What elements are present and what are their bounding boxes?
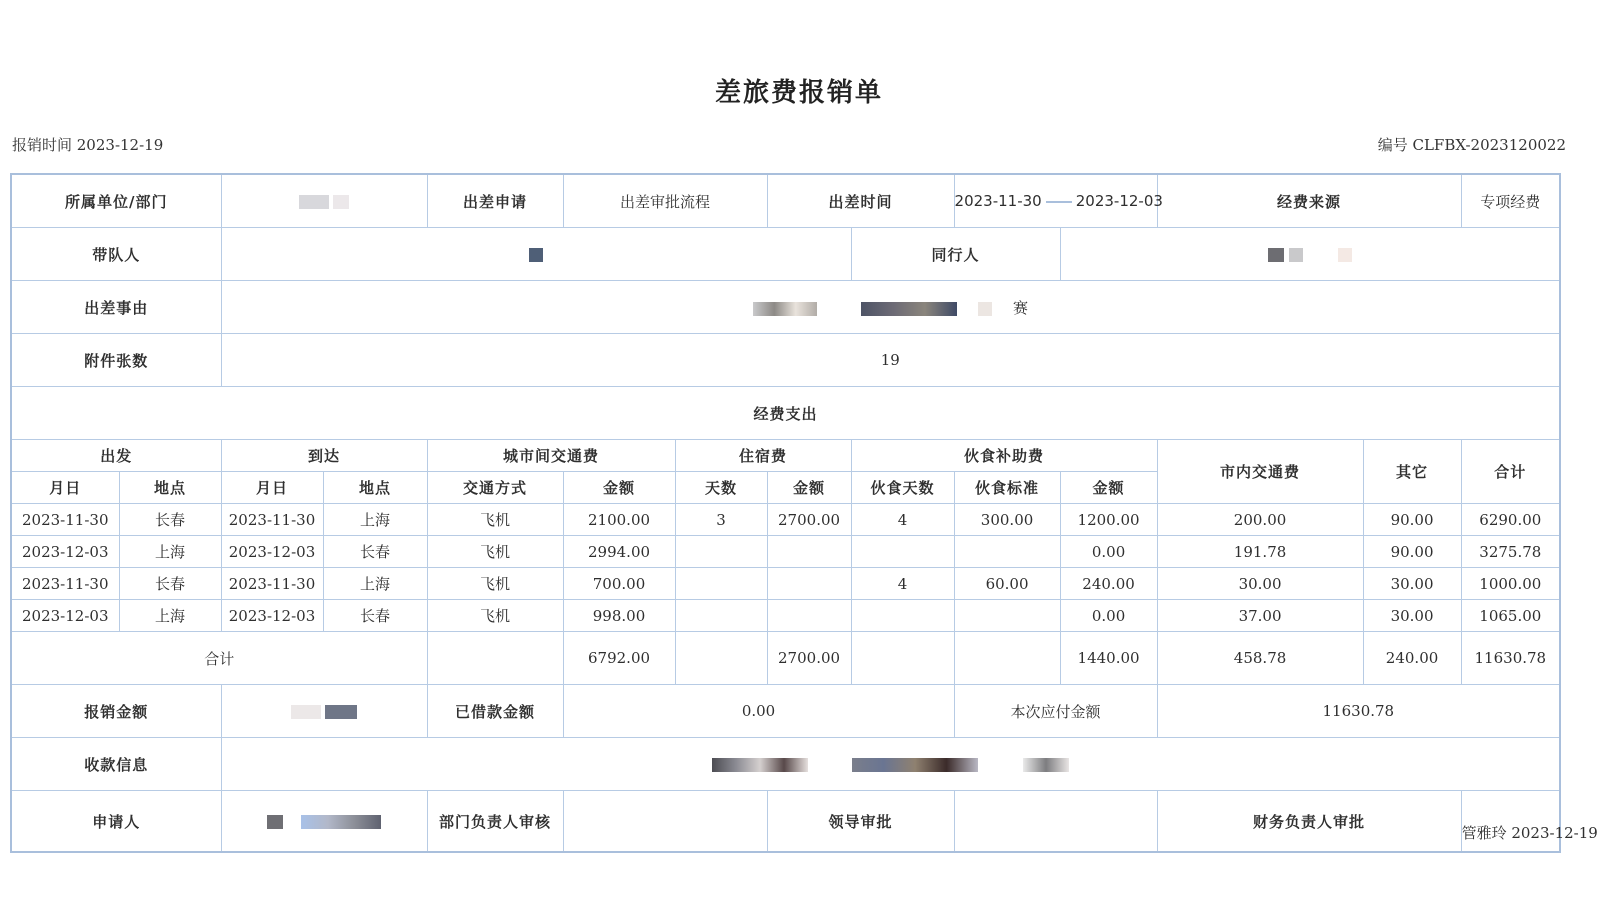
cell: 6290.00: [1461, 504, 1560, 536]
totals-lodging: 2700.00: [767, 632, 851, 685]
cell: 2023-11-30: [221, 568, 323, 600]
cell: 2023-11-30: [11, 568, 119, 600]
cell: 37.00: [1157, 600, 1363, 632]
redacted-block: [861, 302, 957, 316]
cell: 2994.00: [563, 536, 675, 568]
payable-label: 本次应付金额: [954, 685, 1157, 738]
companion-label: 同行人: [851, 228, 1060, 281]
cell: 长春: [119, 504, 221, 536]
leader-approval-value: [954, 791, 1157, 853]
totals-label: 合计: [11, 632, 427, 685]
cell: 2023-11-30: [221, 504, 323, 536]
cell: 90.00: [1363, 504, 1461, 536]
cell: [851, 536, 954, 568]
cell: [427, 632, 563, 685]
totals-row: [11, 632, 1560, 685]
totals-other: 240.00: [1363, 632, 1461, 685]
group-depart: 出发: [11, 440, 221, 472]
group-local-transport: 市内交通费: [1157, 440, 1363, 504]
cell: 60.00: [954, 568, 1060, 600]
cell: [767, 536, 851, 568]
leader-label: 带队人: [11, 228, 221, 281]
fund-source-value: 专项经费: [1461, 174, 1560, 228]
applicant-value: [221, 791, 427, 853]
cell: 191.78: [1157, 536, 1363, 568]
cell: 90.00: [1363, 536, 1461, 568]
borrowed-label: 已借款金额: [427, 685, 563, 738]
payable-value: 11630.78: [1157, 685, 1560, 738]
table-row: [11, 504, 1560, 536]
cell: 上海: [119, 536, 221, 568]
header-row-1: [11, 174, 1560, 228]
cell: 2023-11-30: [11, 504, 119, 536]
group-lodging: 住宿费: [675, 440, 851, 472]
group-other: 其它: [1363, 440, 1461, 504]
range-dash: [1046, 201, 1072, 203]
cell: 1200.00: [1060, 504, 1157, 536]
redacted-block: [333, 195, 349, 209]
totals-grand: 11630.78: [1461, 632, 1560, 685]
leader-approval-label: 领导审批: [767, 791, 954, 853]
sub-dep-place: 地点: [119, 472, 221, 504]
serial-number: 编号 CLFBX-2023120022: [1377, 136, 1566, 154]
sub-days: 天数: [675, 472, 767, 504]
cell: [675, 600, 767, 632]
trip-application-label: 出差申请: [427, 174, 563, 228]
redacted-block: [291, 705, 321, 719]
trip-time-range: [954, 174, 1163, 228]
reimb-amount-label: 报销金额: [11, 685, 221, 738]
attachments-value: 19: [221, 334, 1560, 387]
report-date: 报销时间 2023-12-19: [12, 136, 164, 154]
redacted-block: [978, 302, 992, 316]
cell: 200.00: [1157, 504, 1363, 536]
receipt-value: [221, 738, 1560, 791]
cell: 0.00: [1060, 536, 1157, 568]
cell: 2023-12-03: [221, 536, 323, 568]
cell: [851, 600, 954, 632]
redacted-block: [529, 248, 543, 262]
finance-approval-label: 财务负责人审批: [1157, 791, 1461, 853]
redacted-block: [325, 705, 357, 719]
cell: 飞机: [427, 536, 563, 568]
cell: [851, 632, 954, 685]
sub-arr-date: 月日: [221, 472, 323, 504]
table-row: [11, 600, 1560, 632]
form-title: 差旅费报销单: [714, 78, 883, 108]
dept-value: [221, 174, 427, 228]
cell: [767, 600, 851, 632]
cell: 30.00: [1157, 568, 1363, 600]
cell: 30.00: [1363, 568, 1461, 600]
sub-dep-date: 月日: [11, 472, 119, 504]
sub-transport: 交通方式: [427, 472, 563, 504]
totals-meal: 1440.00: [1060, 632, 1157, 685]
sub-intercity-amount: 金额: [563, 472, 675, 504]
redacted-block: [1289, 248, 1303, 262]
totals-local: 458.78: [1157, 632, 1363, 685]
cell: 上海: [323, 568, 427, 600]
redacted-block: [1268, 248, 1284, 262]
dept-head-value: [563, 791, 767, 853]
cell: 998.00: [563, 600, 675, 632]
redacted-block: [301, 815, 381, 829]
trip-end: 2023-12-03: [1075, 192, 1163, 210]
cell: 4: [851, 504, 954, 536]
group-arrive: 到达: [221, 440, 427, 472]
dept-label: 所属单位/部门: [11, 174, 221, 228]
borrowed-value: 0.00: [563, 685, 954, 738]
cell: 240.00: [1060, 568, 1157, 600]
leader-value: [221, 228, 851, 281]
redacted-block: [1023, 758, 1069, 772]
payment-row: [11, 685, 1560, 738]
group-total: 合计: [1461, 440, 1560, 504]
reason-label: 出差事由: [11, 281, 221, 334]
cell: 2023-12-03: [221, 600, 323, 632]
cell: 飞机: [427, 504, 563, 536]
cell: [954, 600, 1060, 632]
group-intercity: 城市间交通费: [427, 440, 675, 472]
cell: 700.00: [563, 568, 675, 600]
cell: 1000.00: [1461, 568, 1560, 600]
redacted-block: [852, 758, 978, 772]
cell: 4: [851, 568, 954, 600]
trip-time-label: 出差时间: [767, 174, 954, 228]
cell: [954, 536, 1060, 568]
cell: [675, 632, 767, 685]
redacted-block: [267, 815, 283, 829]
sub-meal-standard: 伙食标准: [954, 472, 1060, 504]
cell: 1065.00: [1461, 600, 1560, 632]
cell: 2023-12-03: [11, 600, 119, 632]
cell: [675, 568, 767, 600]
cell: 飞机: [427, 600, 563, 632]
cell: 30.00: [1363, 600, 1461, 632]
cell: 3275.78: [1461, 536, 1560, 568]
expense-title: 经费支出: [11, 387, 1560, 440]
companion-value: [1060, 228, 1560, 281]
fund-source-label: 经费来源: [1157, 174, 1461, 228]
redacted-block: [1338, 248, 1352, 262]
header-row-3: [11, 281, 1560, 334]
dept-head-label: 部门负责人审核: [427, 791, 563, 853]
trip-start: 2023-11-30: [954, 192, 1042, 210]
totals-intercity: 6792.00: [563, 632, 675, 685]
applicant-label: 申请人: [11, 791, 221, 853]
cell: 飞机: [427, 568, 563, 600]
cell: 0.00: [1060, 600, 1157, 632]
cell: 长春: [323, 600, 427, 632]
receipt-row: [11, 738, 1560, 791]
finance-approval-value: 管雅玲 2023-12-19: [1461, 791, 1560, 853]
trip-application-value[interactable]: 出差审批流程: [563, 174, 767, 228]
table-row: [11, 568, 1560, 600]
table-row: [11, 536, 1560, 568]
cell: 2700.00: [767, 504, 851, 536]
attachments-label: 附件张数: [11, 334, 221, 387]
expense-title-row: [11, 387, 1560, 440]
sub-meal-amount: 金额: [1060, 472, 1157, 504]
reimbursement-table: [10, 173, 1598, 853]
cell: 300.00: [954, 504, 1060, 536]
group-meal: 伙食补助费: [851, 440, 1157, 472]
cell: [767, 568, 851, 600]
cell: 2023-12-03: [11, 536, 119, 568]
receipt-label: 收款信息: [11, 738, 221, 791]
sub-meal-days: 伙食天数: [851, 472, 954, 504]
sub-lodging-amount: 金额: [767, 472, 851, 504]
group-header-row: [11, 440, 1560, 472]
sub-arr-place: 地点: [323, 472, 427, 504]
cell: 3: [675, 504, 767, 536]
header-row-4: [11, 334, 1560, 387]
reimb-amount-value: [221, 685, 427, 738]
header-row-2: [11, 228, 1560, 281]
cell: 2100.00: [563, 504, 675, 536]
cell: [675, 536, 767, 568]
reason-tail: 赛: [1012, 298, 1028, 317]
redacted-block: [299, 195, 329, 209]
cell: [954, 632, 1060, 685]
redacted-block: [753, 302, 817, 316]
cell: 上海: [119, 600, 221, 632]
signature-row: [11, 791, 1560, 853]
redacted-block: [712, 758, 808, 772]
cell: 上海: [323, 504, 427, 536]
reason-value: [221, 281, 1560, 334]
cell: 长春: [119, 568, 221, 600]
cell: 长春: [323, 536, 427, 568]
